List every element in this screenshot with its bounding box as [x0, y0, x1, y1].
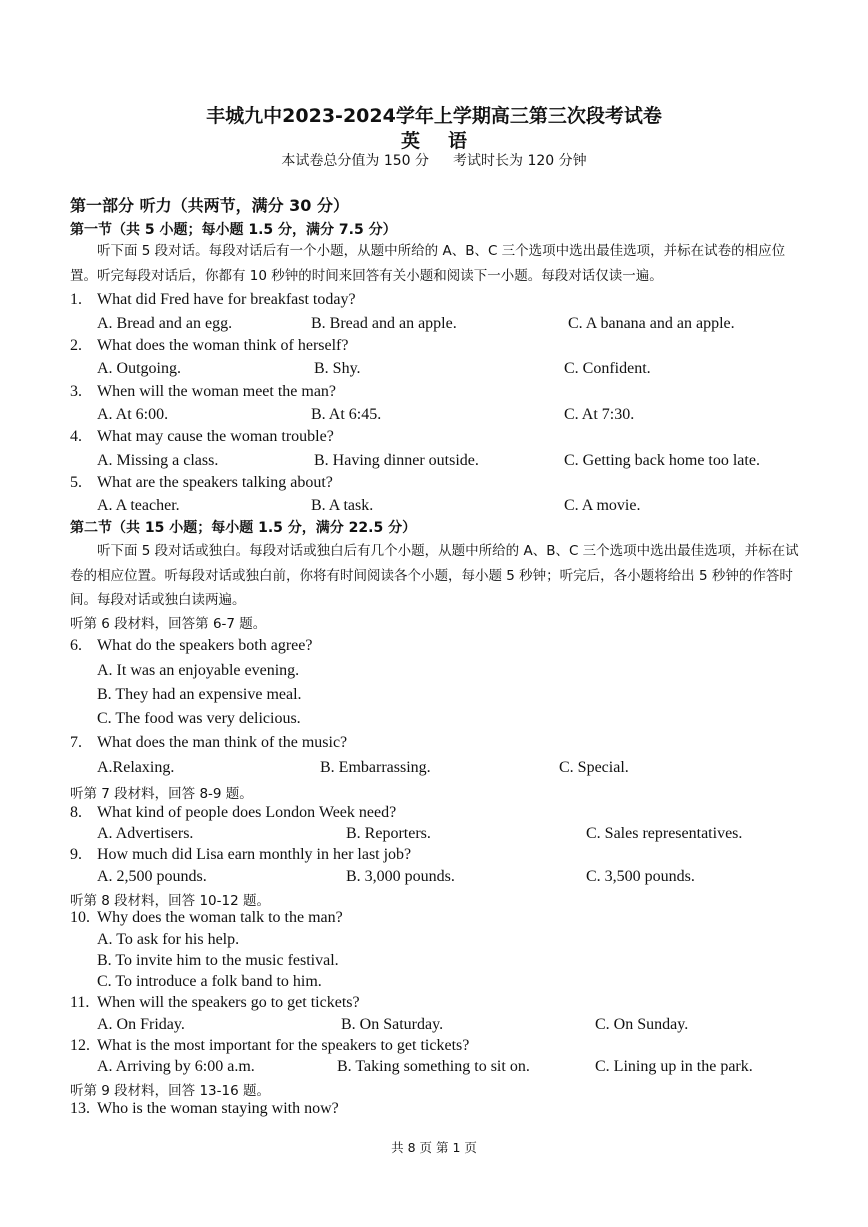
question-11	[70, 994, 360, 1012]
q9-option-c: C. 3,500 pounds.	[586, 868, 695, 885]
q6-option-a: A. It was an enjoyable evening.	[97, 662, 300, 679]
question-2	[70, 337, 348, 355]
question-number: 4.	[70, 428, 82, 445]
question-5	[70, 474, 333, 492]
q5-option-b: B. A task.	[311, 497, 374, 514]
question-number: 11.	[70, 994, 90, 1011]
question-number: 12.	[70, 1037, 90, 1054]
exam-info	[0, 150, 868, 170]
question-number: 9.	[70, 846, 82, 863]
exam-title: 丰城九中2023-2024学年上学期高三第三次段考试卷	[206, 105, 662, 127]
q4-option-a: A. Missing a class.	[97, 452, 219, 469]
material-7: 听第 7 段材料，回答 8-9 题。	[70, 786, 253, 802]
q12-option-a: A. Arriving by 6:00 a.m.	[97, 1058, 255, 1075]
q7-option-b: B. Embarrassing.	[320, 759, 431, 776]
question-text: When will the speakers go to get tickets?	[97, 994, 360, 1011]
q8-option-c: C. Sales representatives.	[586, 825, 743, 842]
question-12	[70, 1037, 469, 1055]
question-10	[70, 909, 343, 927]
question-text: When will the woman meet the man?	[97, 383, 337, 400]
question-text: Why does the woman talk to the man?	[97, 909, 343, 926]
part1-title: 第一部分 听力（共两节，满分 30 分）	[70, 196, 349, 215]
q7-option-a: A.Relaxing.	[97, 759, 175, 776]
question-13	[70, 1100, 339, 1118]
question-text: Who is the woman staying with now?	[97, 1100, 339, 1117]
question-9	[70, 846, 411, 864]
q3-option-c: C. At 7:30.	[564, 406, 635, 423]
question-number: 3.	[70, 383, 82, 400]
q8-option-a: A. Advertisers.	[97, 825, 194, 842]
q7-option-c: C. Special.	[559, 759, 629, 776]
question-7	[70, 734, 347, 752]
section2-title: 第二节（共 15 小题；每小题 1.5 分，满分 22.5 分）	[70, 520, 417, 536]
question-number: 5.	[70, 474, 82, 491]
q2-option-a: A. Outgoing.	[97, 360, 181, 377]
question-6	[70, 637, 312, 655]
q1-option-c: C. A banana and an apple.	[568, 315, 735, 332]
question-text: What does the woman think of herself?	[97, 337, 349, 354]
question-1	[70, 291, 356, 309]
q10-option-b: B. To invite him to the music festival.	[97, 952, 339, 969]
question-4	[70, 428, 334, 446]
q10-option-a: A. To ask for his help.	[97, 931, 240, 948]
section2-instructions: 听下面 5 段对话或独白。每段对话或独白后有几个小题，从题中所给的 A、B、C 三个选项中选出最佳选项，并标在试卷的相应位置。听每段对话或独白前，你将有时间阅读各个小题，每小题 5 秒钟；听完后，各小题将给出 5 秒钟的作答时间。每段对话或独白读两遍。	[70, 543, 799, 608]
question-8	[70, 804, 396, 822]
q12-option-c: C. Lining up in the park.	[595, 1058, 753, 1075]
question-text: What may cause the woman trouble?	[97, 428, 334, 445]
q2-option-c: C. Confident.	[564, 360, 651, 377]
q5-option-c: C. A movie.	[564, 497, 641, 514]
question-3	[70, 383, 336, 401]
material-6: 听第 6 段材料，回答第 6-7 题。	[70, 616, 267, 632]
question-number: 7.	[70, 734, 82, 751]
question-text: What are the speakers talking about?	[97, 474, 333, 491]
question-number: 6.	[70, 637, 82, 654]
q4-option-c: C. Getting back home too late.	[564, 452, 760, 469]
material-9: 听第 9 段材料，回答 13-16 题。	[70, 1083, 270, 1099]
q6-option-b: B. They had an expensive meal.	[97, 686, 302, 703]
q4-option-b: B. Having dinner outside.	[314, 452, 479, 469]
question-number: 8.	[70, 804, 82, 821]
question-text: How much did Lisa earn monthly in her last job?	[97, 846, 412, 863]
q12-option-b: B. Taking something to sit on.	[337, 1058, 530, 1075]
section1-title: 第一节（共 5 小题；每小题 1.5 分，满分 7.5 分）	[70, 222, 397, 238]
exam-subject: 英语	[400, 130, 495, 152]
material-8: 听第 8 段材料，回答 10-12 题。	[70, 893, 270, 909]
section1-instructions: 听下面 5 段对话。每段对话后有一个小题，从题中所给的 A、B、C 三个选项中选出最佳选项，并标在试卷的相应位置。听完每段对话后，你都有 10 秒钟的时间来回答有关小题和阅读下一小题。每段对话仅读一遍。	[70, 243, 786, 284]
question-text: What did Fred have for breakfast today?	[97, 291, 356, 308]
q11-option-c: C. On Sunday.	[595, 1016, 689, 1033]
page-footer: 共 8 页 第 1 页	[391, 1140, 477, 1155]
q8-option-b: B. Reporters.	[346, 825, 431, 842]
q1-option-a: A. Bread and an egg.	[97, 315, 233, 332]
question-text: What is the most important for the speakers to get tickets?	[97, 1037, 470, 1054]
q1-option-b: B. Bread and an apple.	[311, 315, 457, 332]
q2-option-b: B. Shy.	[314, 360, 361, 377]
q10-option-c: C. To introduce a folk band to him.	[97, 973, 322, 990]
question-text: What kind of people does London Week need?	[97, 804, 397, 821]
q3-option-b: B. At 6:45.	[311, 406, 382, 423]
question-number: 13.	[70, 1100, 90, 1117]
question-text: What does the man think of the music?	[97, 734, 348, 751]
question-number: 10.	[70, 909, 90, 926]
q9-option-b: B. 3,000 pounds.	[346, 868, 455, 885]
q11-option-a: A. On Friday.	[97, 1016, 185, 1033]
total-score: 本试卷总分值为 150 分	[281, 153, 429, 169]
question-number: 2.	[70, 337, 82, 354]
exam-duration: 考试时长为 120 分钟	[453, 153, 587, 169]
q11-option-b: B. On Saturday.	[341, 1016, 444, 1033]
q5-option-a: A. A teacher.	[97, 497, 180, 514]
q3-option-a: A. At 6:00.	[97, 406, 169, 423]
q9-option-a: A. 2,500 pounds.	[97, 868, 207, 885]
q6-option-c: C. The food was very delicious.	[97, 710, 301, 727]
question-number: 1.	[70, 291, 82, 308]
question-text: What do the speakers both agree?	[97, 637, 313, 654]
